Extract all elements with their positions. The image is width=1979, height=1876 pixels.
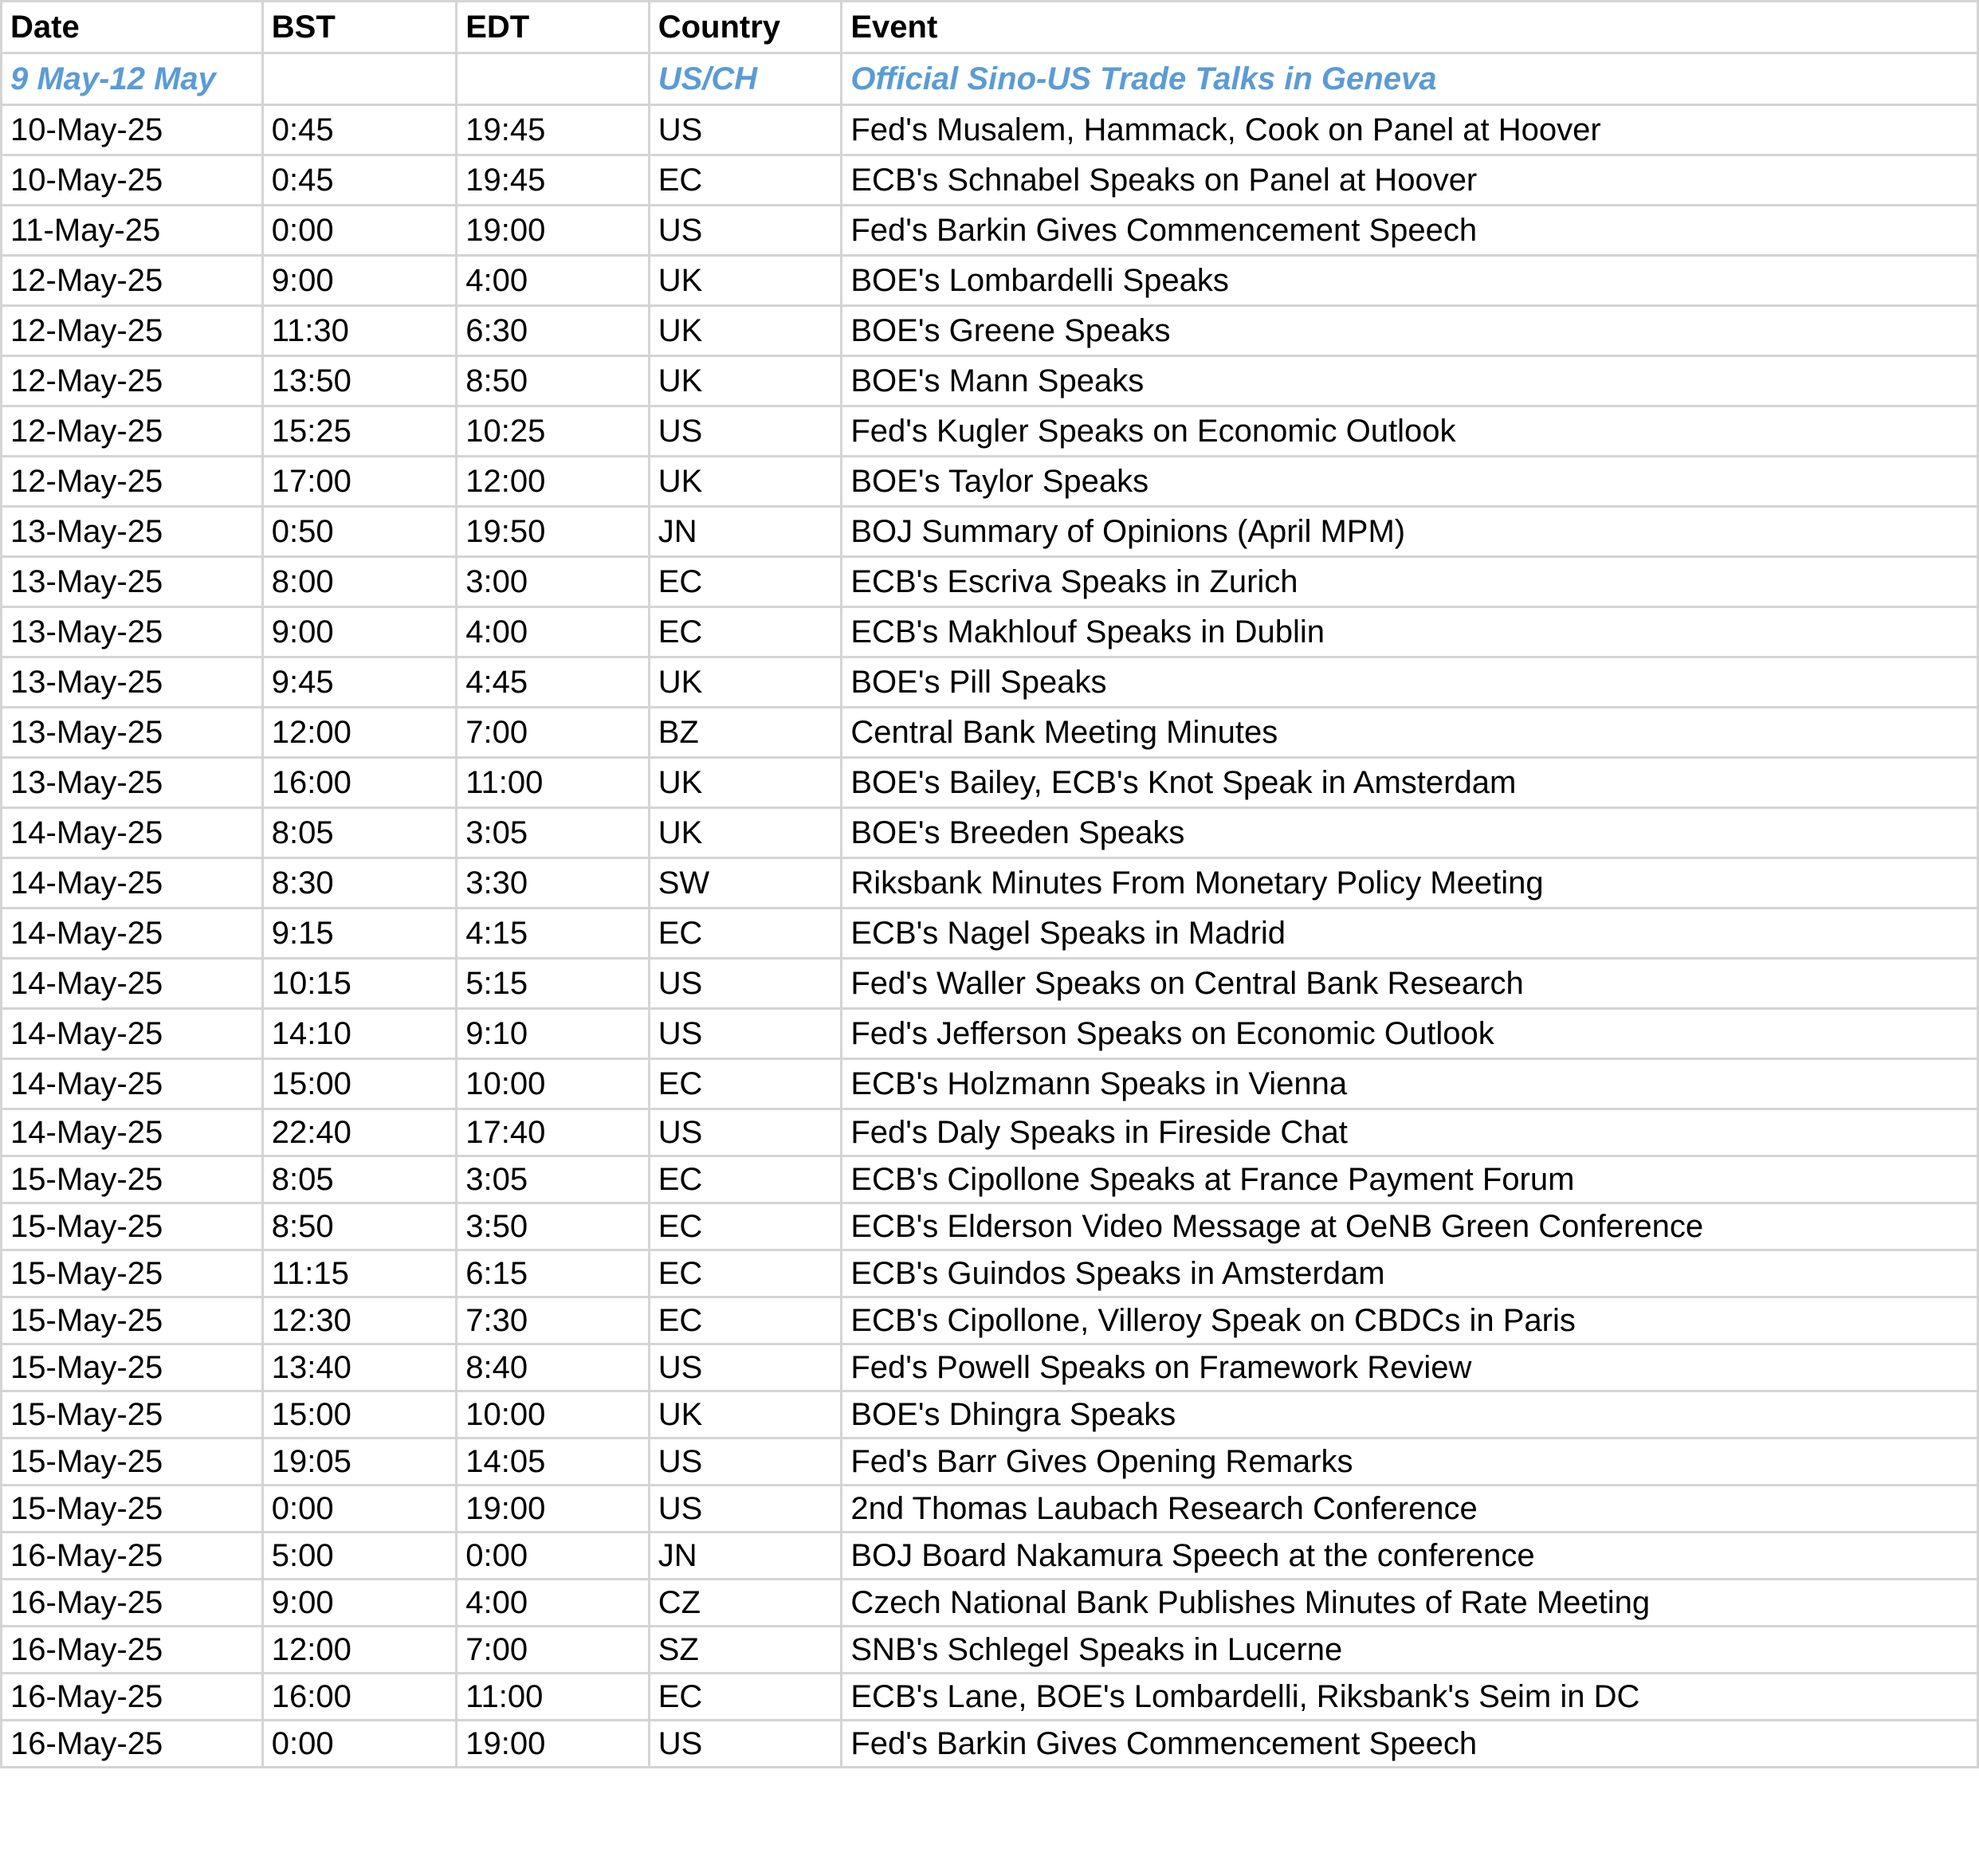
table-row [2,607,1978,657]
cell-event: ECB's Guindos Speaks in Amsterdam [842,1250,1978,1297]
table-row [2,457,1978,507]
table-row [2,1059,1978,1109]
cell-edt: 19:00 [457,1485,649,1533]
cell-country: EC [649,1156,842,1203]
cell-edt: 4:45 [457,657,649,708]
table-row [2,1721,1978,1768]
header-row [2,2,1978,53]
cell-event: ECB's Cipollone, Villeroy Speak on CBDCs in Paris [842,1297,1978,1344]
cell-edt: 3:30 [457,858,649,909]
cell-bst: 8:30 [262,858,456,909]
cell-country: SW [649,858,842,909]
cell-event: ECB's Escriva Speaks in Zurich [842,557,1978,607]
cell-date: 14-May-25 [2,858,263,909]
cell-country: JN [649,1533,842,1580]
cell-date: 11-May-25 [2,206,263,256]
cell-edt: 6:15 [457,1250,649,1297]
table-row [2,105,1978,155]
cell-date: 15-May-25 [2,1156,263,1203]
cell-date: 10-May-25 [2,155,263,206]
table-row [2,1009,1978,1059]
cell-edt: 8:50 [457,356,649,406]
cell-event: BOJ Summary of Opinions (April MPM) [842,507,1978,557]
cell-country: UK [649,808,842,858]
cell-edt: 3:50 [457,1203,649,1250]
table-row [2,909,1978,959]
cell-event: 2nd Thomas Laubach Research Conference [842,1485,1978,1533]
cell-bst: 15:25 [262,406,456,457]
table-row [2,1250,1978,1297]
cell-bst: 5:00 [262,1533,456,1580]
cell-date: 13-May-25 [2,507,263,557]
cell-date: 16-May-25 [2,1533,263,1580]
cell-edt: 19:00 [457,206,649,256]
cell-date: 14-May-25 [2,1059,263,1109]
cell-bst: 9:00 [262,256,456,306]
cell-bst: 0:45 [262,155,456,206]
cell-country: US [649,1009,842,1059]
cell-country: EC [649,909,842,959]
cell-edt: 3:00 [457,557,649,607]
table-row [2,206,1978,256]
cell-bst: 16:00 [262,1674,456,1721]
cell-country: JN [649,507,842,557]
cell-bst: 0:00 [262,1485,456,1533]
cell-edt: 4:00 [457,1580,649,1627]
cell-country: US [649,1485,842,1533]
table-row [2,959,1978,1009]
cell-bst: 22:40 [262,1109,456,1156]
cell-bst: 15:00 [262,1391,456,1438]
cell-edt: 7:00 [457,1627,649,1674]
cell-country: UK [649,657,842,708]
cell-date: 12-May-25 [2,256,263,306]
cell-event: BOE's Taylor Speaks [842,457,1978,507]
cell-event: Fed's Jefferson Speaks on Economic Outlook [842,1009,1978,1059]
table-row [2,1391,1978,1438]
cell-edt: 19:00 [457,1721,649,1768]
cell-date: 15-May-25 [2,1344,263,1391]
cell-edt: 7:00 [457,708,649,758]
cell-event: Central Bank Meeting Minutes [842,708,1978,758]
cell-edt: 5:15 [457,959,649,1009]
table-row [2,155,1978,206]
cell-country: EC [649,1674,842,1721]
cell-edt: 19:45 [457,105,649,155]
cell-edt: 19:50 [457,507,649,557]
table-row [2,708,1978,758]
cell-date: 14-May-25 [2,1009,263,1059]
cell-event: BOE's Breeden Speaks [842,808,1978,858]
cell-bst: 11:30 [262,306,456,356]
cell-country: US [649,105,842,155]
cell-bst: 17:00 [262,457,456,507]
cell-date: 16-May-25 [2,1627,263,1674]
cell-bst: 0:45 [262,105,456,155]
cell-edt: 6:30 [457,306,649,356]
cell-date: 15-May-25 [2,1203,263,1250]
cell-event: Fed's Daly Speaks in Fireside Chat [842,1109,1978,1156]
cell-bst: 9:00 [262,607,456,657]
cell-date: 12-May-25 [2,406,263,457]
cell-date: 13-May-25 [2,607,263,657]
table-row [2,1109,1978,1156]
cell-edt: 3:05 [457,1156,649,1203]
table-row [2,507,1978,557]
table-row [2,1438,1978,1485]
table-row [2,808,1978,858]
highlight-country: US/CH [649,53,842,105]
cell-date: 15-May-25 [2,1297,263,1344]
cell-event: BOE's Dhingra Speaks [842,1391,1978,1438]
cell-country: EC [649,607,842,657]
cell-event: Fed's Powell Speaks on Framework Review [842,1344,1978,1391]
header-event: Event [842,2,1978,53]
cell-event: ECB's Holzmann Speaks in Vienna [842,1059,1978,1109]
cell-bst: 0:00 [262,206,456,256]
cell-bst: 8:50 [262,1203,456,1250]
header-bst: BST [262,2,456,53]
cell-date: 16-May-25 [2,1721,263,1768]
table-row [2,1580,1978,1627]
cell-date: 12-May-25 [2,356,263,406]
cell-country: EC [649,557,842,607]
table-row [2,1344,1978,1391]
cell-date: 14-May-25 [2,1109,263,1156]
cell-event: BOE's Lombardelli Speaks [842,256,1978,306]
cell-date: 10-May-25 [2,105,263,155]
cell-country: BZ [649,708,842,758]
cell-date: 16-May-25 [2,1674,263,1721]
highlight-bst [262,53,456,105]
cell-date: 14-May-25 [2,909,263,959]
table-row [2,758,1978,808]
header-edt: EDT [457,2,649,53]
cell-bst: 8:05 [262,1156,456,1203]
cell-country: EC [649,1297,842,1344]
table-row [2,858,1978,909]
table-row [2,1627,1978,1674]
cell-country: EC [649,1203,842,1250]
cell-edt: 0:00 [457,1533,649,1580]
cell-country: SZ [649,1627,842,1674]
cell-date: 12-May-25 [2,457,263,507]
table-row [2,657,1978,708]
cell-edt: 10:25 [457,406,649,457]
cell-bst: 9:15 [262,909,456,959]
cell-event: Fed's Musalem, Hammack, Cook on Panel at Hoover [842,105,1978,155]
highlight-event: Official Sino-US Trade Talks in Geneva [842,53,1978,105]
cell-event: Fed's Barkin Gives Commencement Speech [842,206,1978,256]
cell-country: US [649,406,842,457]
cell-country: EC [649,1059,842,1109]
cell-date: 12-May-25 [2,306,263,356]
cell-bst: 8:05 [262,808,456,858]
table-row [2,306,1978,356]
table-row [2,1156,1978,1203]
cell-country: EC [649,155,842,206]
cell-bst: 0:00 [262,1721,456,1768]
cell-date: 15-May-25 [2,1250,263,1297]
table-row [2,256,1978,306]
cell-event: ECB's Elderson Video Message at OeNB Green Conference [842,1203,1978,1250]
cell-edt: 14:05 [457,1438,649,1485]
cell-country: UK [649,256,842,306]
cell-event: BOE's Greene Speaks [842,306,1978,356]
cell-country: UK [649,306,842,356]
table-row [2,406,1978,457]
cell-country: US [649,1721,842,1768]
cell-bst: 14:10 [262,1009,456,1059]
table-row [2,1533,1978,1580]
cell-bst: 11:15 [262,1250,456,1297]
cell-date: 15-May-25 [2,1391,263,1438]
cell-event: Fed's Barr Gives Opening Remarks [842,1438,1978,1485]
cell-event: ECB's Cipollone Speaks at France Payment Forum [842,1156,1978,1203]
table-row [2,356,1978,406]
table-row [2,1297,1978,1344]
cell-country: UK [649,457,842,507]
cell-date: 16-May-25 [2,1580,263,1627]
cell-edt: 19:45 [457,155,649,206]
cell-edt: 4:00 [457,607,649,657]
cell-event: Fed's Kugler Speaks on Economic Outlook [842,406,1978,457]
cell-event: Czech National Bank Publishes Minutes of Rate Meeting [842,1580,1978,1627]
cell-edt: 12:00 [457,457,649,507]
cell-date: 15-May-25 [2,1438,263,1485]
cell-country: US [649,1344,842,1391]
cell-edt: 4:00 [457,256,649,306]
cell-bst: 13:50 [262,356,456,406]
cell-date: 13-May-25 [2,557,263,607]
cell-country: US [649,206,842,256]
cell-country: UK [649,356,842,406]
cell-bst: 10:15 [262,959,456,1009]
cell-event: BOE's Bailey, ECB's Knot Speak in Amsterdam [842,758,1978,808]
cell-country: UK [649,758,842,808]
cell-event: ECB's Lane, BOE's Lombardelli, Riksbank's Seim in DC [842,1674,1978,1721]
cell-country: CZ [649,1580,842,1627]
cell-event: ECB's Makhlouf Speaks in Dublin [842,607,1978,657]
cell-date: 13-May-25 [2,708,263,758]
cell-bst: 9:00 [262,1580,456,1627]
cell-bst: 15:00 [262,1059,456,1109]
cell-bst: 13:40 [262,1344,456,1391]
cell-edt: 3:05 [457,808,649,858]
cell-country: EC [649,1250,842,1297]
cell-country: US [649,959,842,1009]
cell-country: US [649,1438,842,1485]
highlight-date: 9 May-12 May [2,53,263,105]
cell-event: Riksbank Minutes From Monetary Policy Meeting [842,858,1978,909]
cell-date: 15-May-25 [2,1485,263,1533]
cell-edt: 7:30 [457,1297,649,1344]
cell-event: BOJ Board Nakamura Speech at the conference [842,1533,1978,1580]
cell-event: Fed's Barkin Gives Commencement Speech [842,1721,1978,1768]
cell-bst: 0:50 [262,507,456,557]
cell-date: 13-May-25 [2,758,263,808]
cell-edt: 10:00 [457,1059,649,1109]
table-row [2,1203,1978,1250]
cell-edt: 17:40 [457,1109,649,1156]
cell-event: Fed's Waller Speaks on Central Bank Research [842,959,1978,1009]
cell-bst: 12:00 [262,708,456,758]
cell-bst: 19:05 [262,1438,456,1485]
cell-country: UK [649,1391,842,1438]
cell-bst: 8:00 [262,557,456,607]
table-row [2,1674,1978,1721]
cell-edt: 10:00 [457,1391,649,1438]
cell-bst: 12:30 [262,1297,456,1344]
cell-event: BOE's Mann Speaks [842,356,1978,406]
cell-edt: 9:10 [457,1009,649,1059]
cell-bst: 16:00 [262,758,456,808]
cell-bst: 9:45 [262,657,456,708]
header-country: Country [649,2,842,53]
header-date: Date [2,2,263,53]
cell-date: 13-May-25 [2,657,263,708]
cell-edt: 8:40 [457,1344,649,1391]
table-row [2,1485,1978,1533]
cell-event: ECB's Nagel Speaks in Madrid [842,909,1978,959]
cell-bst: 12:00 [262,1627,456,1674]
table-body [2,2,1978,1768]
cell-event: BOE's Pill Speaks [842,657,1978,708]
cell-event: ECB's Schnabel Speaks on Panel at Hoover [842,155,1978,206]
cell-edt: 11:00 [457,758,649,808]
table-row [2,557,1978,607]
cell-country: US [649,1109,842,1156]
cell-edt: 11:00 [457,1674,649,1721]
cell-event: SNB's Schlegel Speaks in Lucerne [842,1627,1978,1674]
highlight-edt [457,53,649,105]
cell-edt: 4:15 [457,909,649,959]
cell-date: 14-May-25 [2,959,263,1009]
cell-date: 14-May-25 [2,808,263,858]
highlight-row [2,53,1978,105]
